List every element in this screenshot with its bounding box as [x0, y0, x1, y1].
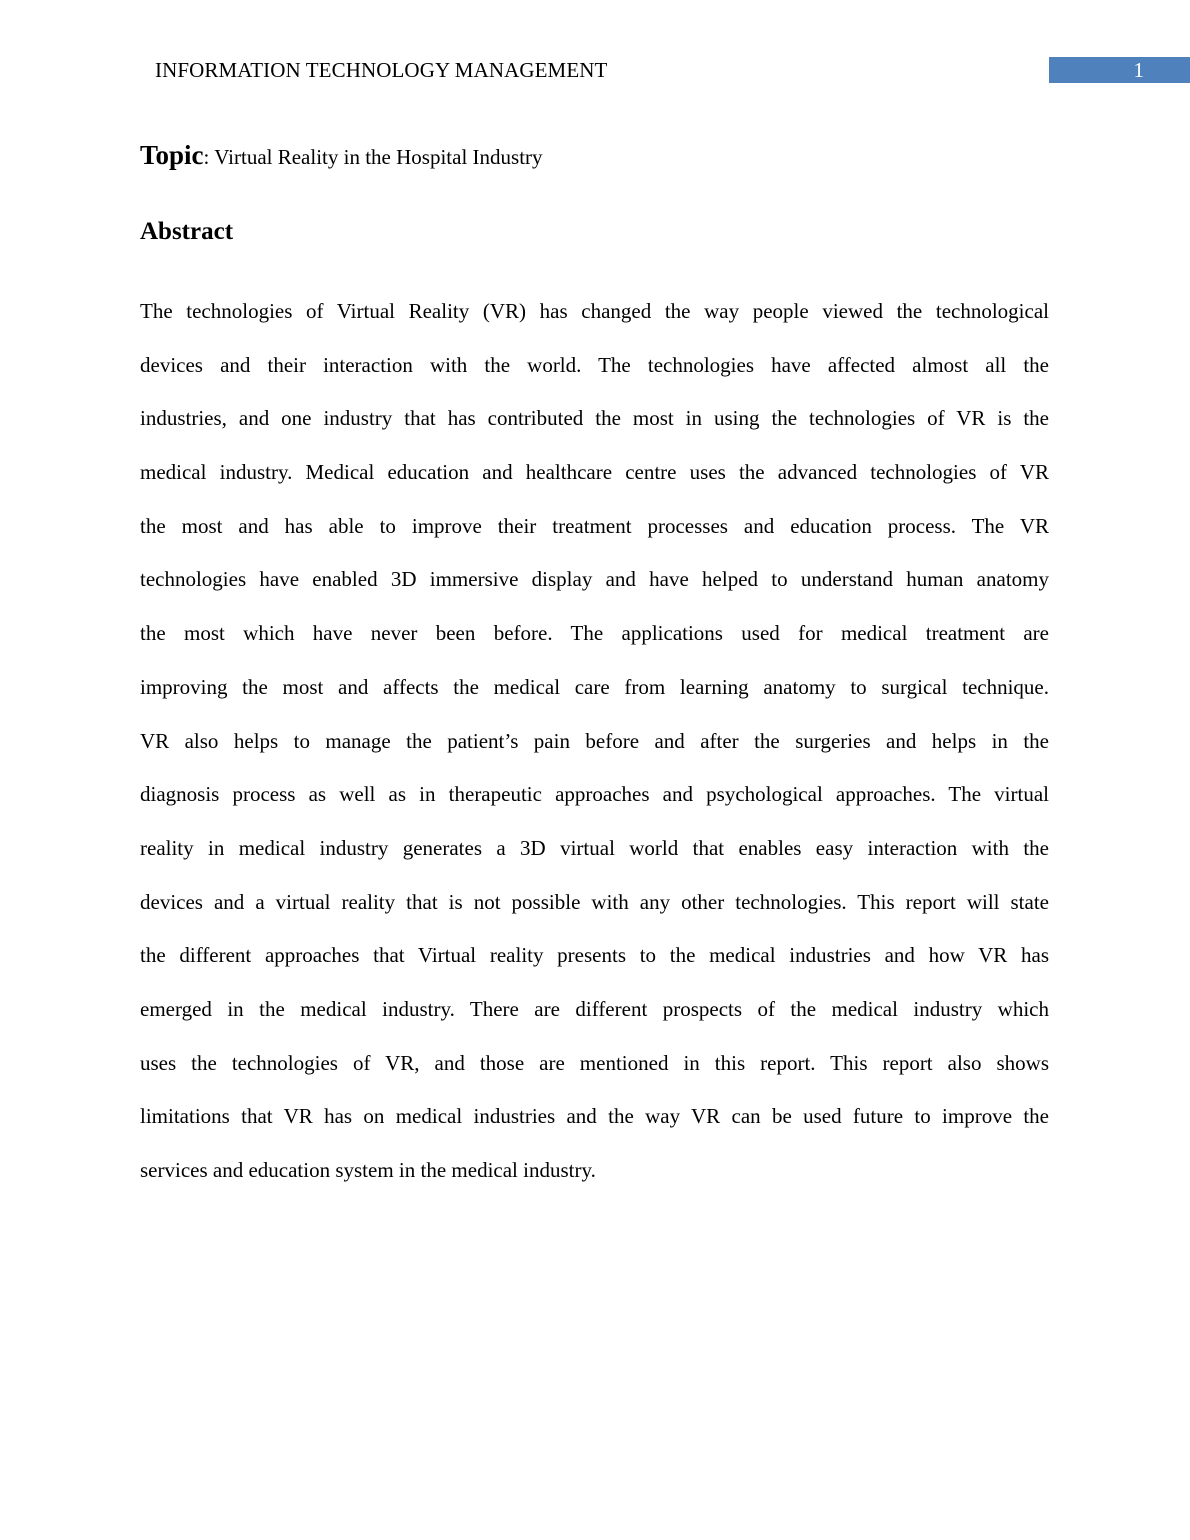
- abstract-heading: Abstract: [140, 218, 234, 245]
- abstract-line: diagnosis process as well as in therapeutic approaches and psychological approaches. The virtual: [140, 782, 1049, 807]
- abstract-line: devices and their interaction with the world. The technologies have affected almost all the: [140, 352, 1049, 377]
- abstract-line: devices and a virtual reality that is not possible with any other technologies. This report will state: [140, 889, 1049, 914]
- topic-text: : Virtual Reality in the Hospital Industry: [203, 145, 543, 169]
- abstract-line: limitations that VR has on medical industries and the way VR can be used future to improve the: [140, 1104, 1049, 1129]
- abstract-line: industries, and one industry that has contributed the most in using the technologies of VR is the: [140, 406, 1049, 431]
- abstract-line: the different approaches that Virtual reality presents to the medical industries and how VR has: [140, 943, 1049, 968]
- abstract-line: the most which have never been before. The applications used for medical treatment are: [140, 621, 1049, 646]
- abstract-line: The technologies of Virtual Reality (VR) has changed the way people viewed the technological: [140, 299, 1049, 323]
- abstract-line: services and education system in the medical industry.: [140, 1158, 596, 1182]
- abstract-line: technologies have enabled 3D immersive display and have helped to understand human anatomy: [140, 567, 1049, 592]
- abstract-line: reality in medical industry generates a 3D virtual world that enables easy interaction with the: [140, 835, 1049, 860]
- running-header: INFORMATION TECHNOLOGY MANAGEMENT: [155, 58, 608, 82]
- abstract-line: emerged in the medical industry. There are different prospects of the medical industry which: [140, 996, 1049, 1021]
- abstract-body: [140, 294, 1049, 1207]
- page-number: 1: [1049, 57, 1190, 83]
- topic-line: [140, 140, 543, 171]
- abstract-line: the most and has able to improve their treatment processes and education process. The VR: [140, 513, 1049, 538]
- abstract-line: VR also helps to manage the patient’s pain before and after the surgeries and helps in the: [140, 728, 1049, 753]
- abstract-line: uses the technologies of VR, and those are mentioned in this report. This report also shows: [140, 1050, 1049, 1075]
- topic-label: Topic: [140, 140, 204, 170]
- abstract-line: medical industry. Medical education and healthcare centre uses the advanced technologies of VR: [140, 460, 1049, 485]
- abstract-line: improving the most and affects the medical care from learning anatomy to surgical technique.: [140, 674, 1049, 699]
